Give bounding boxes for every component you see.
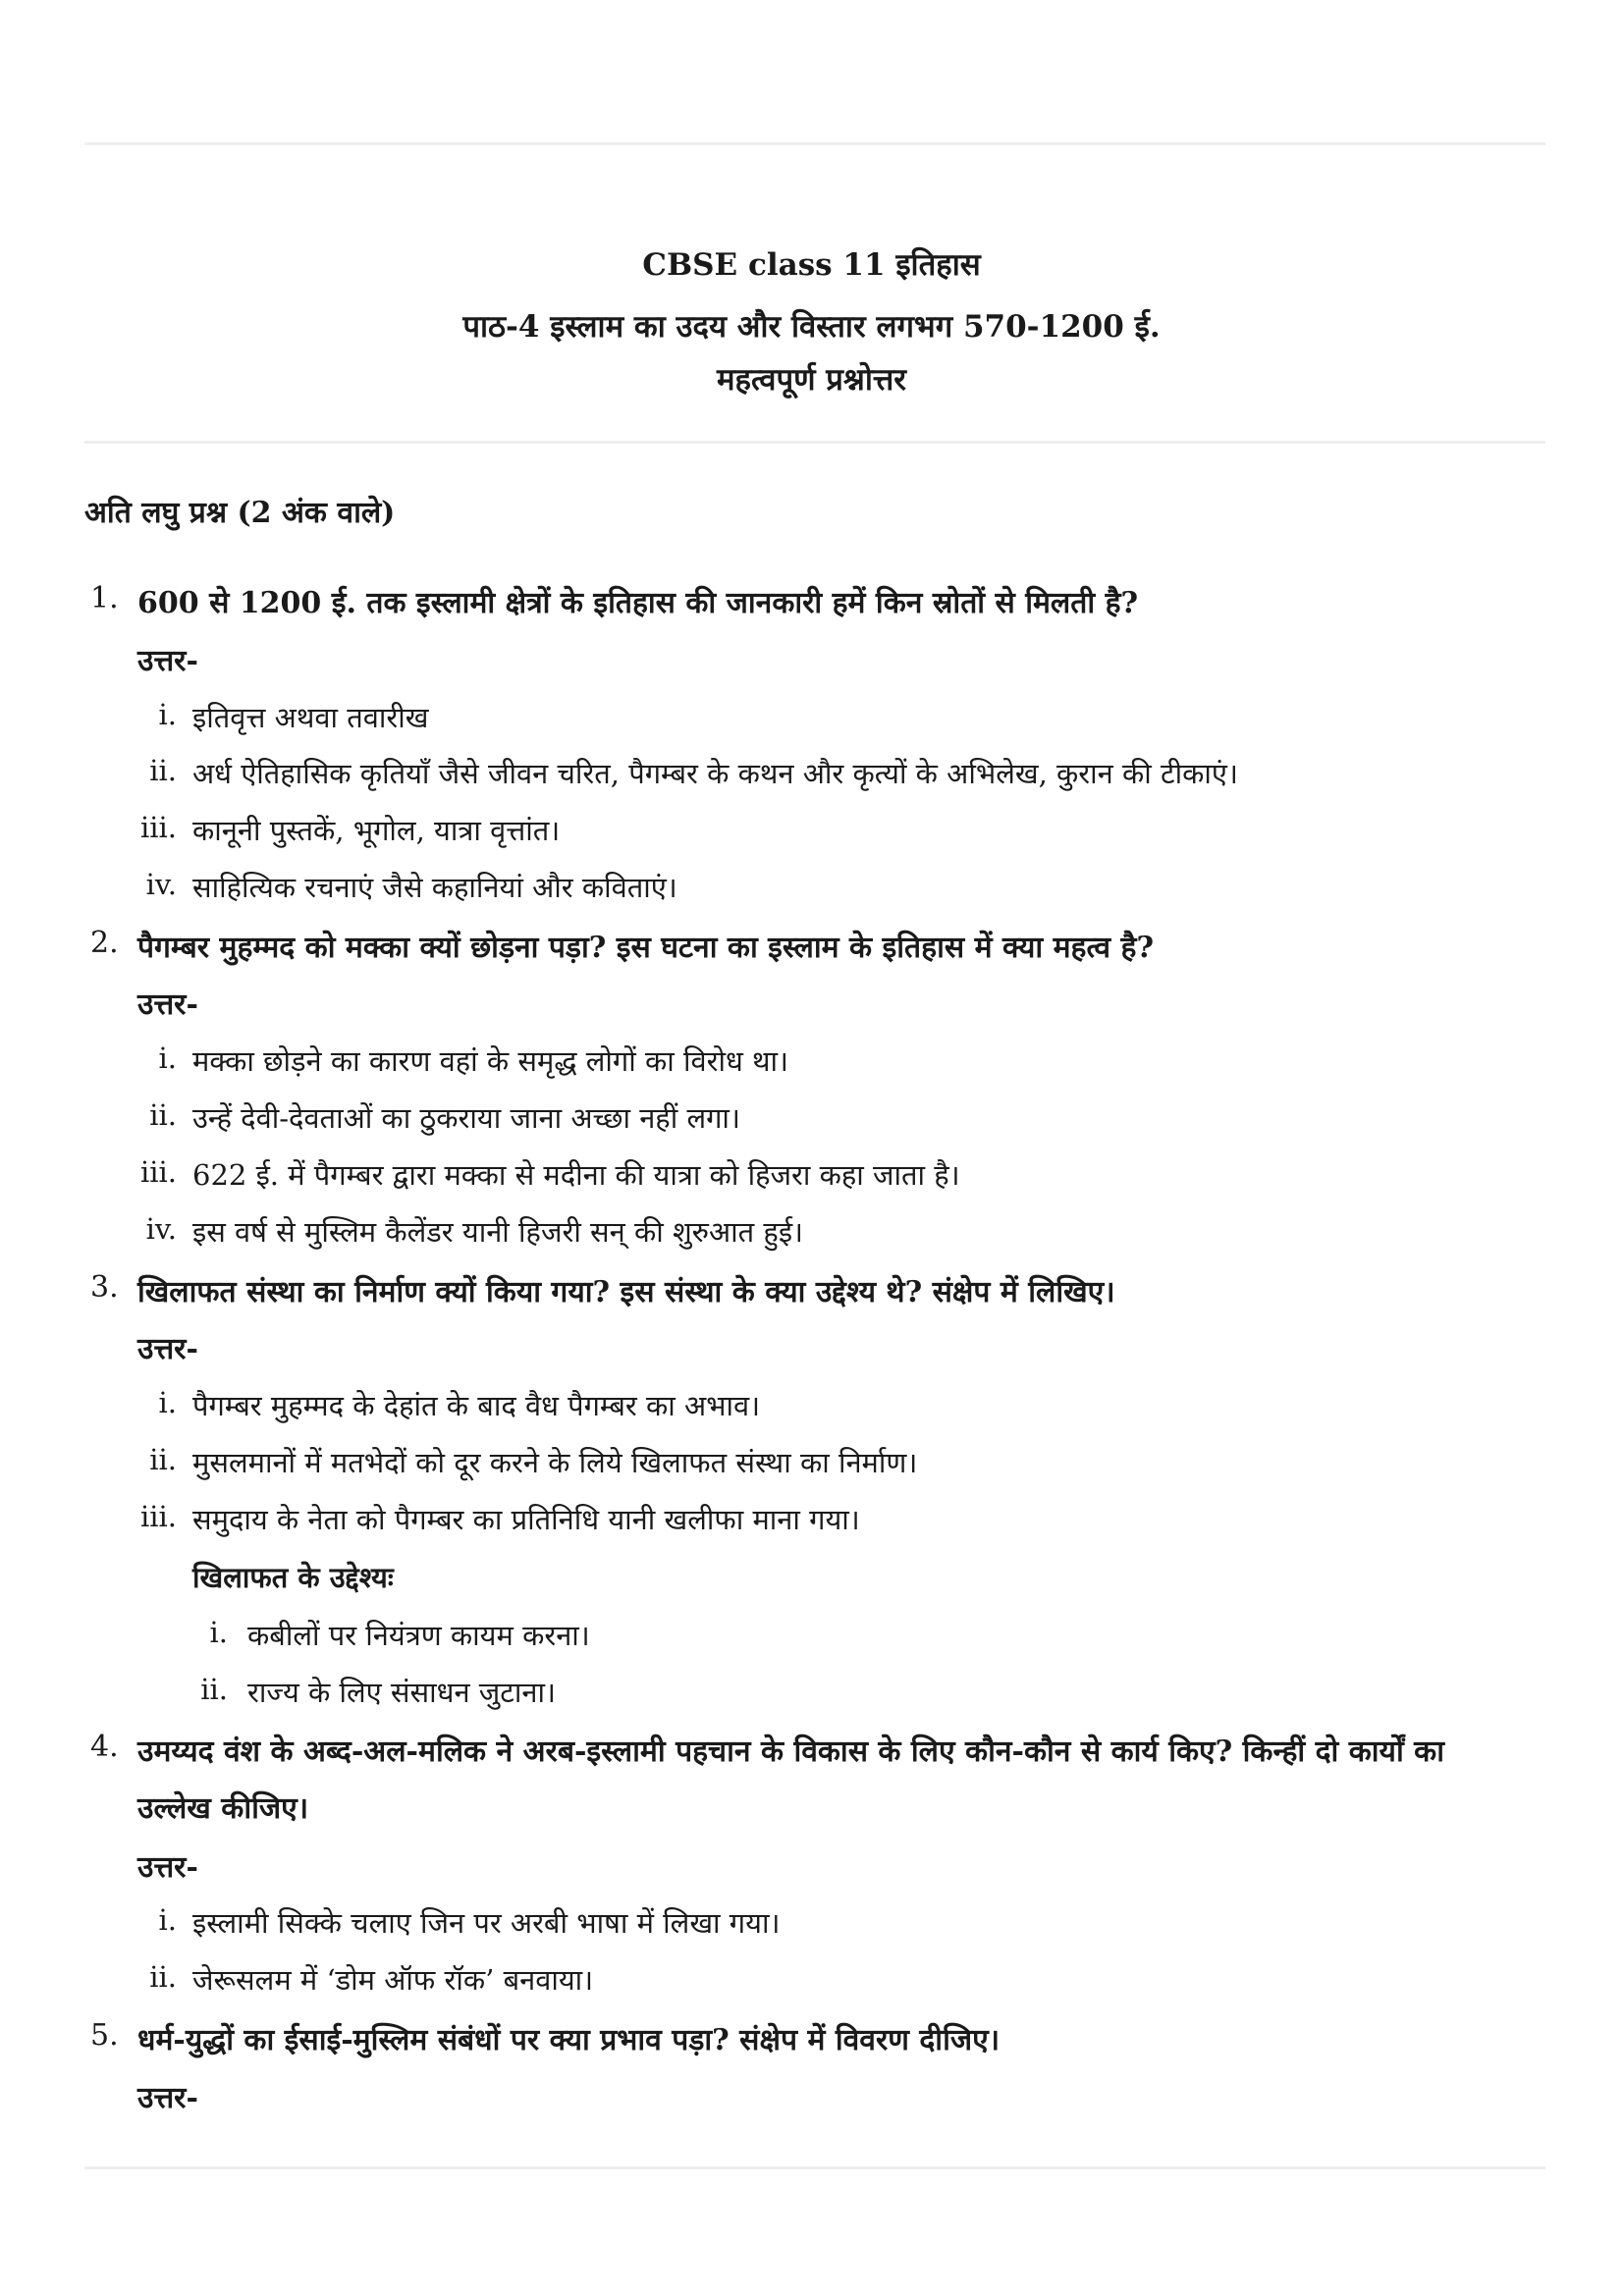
answer-item: उन्हें देवी-देवताओं का ठुकराया जाना अच्छा नहीं लगा। bbox=[192, 1101, 740, 1135]
subanswer-item: राज्य के लिए संसाधन जुटाना। bbox=[247, 1676, 557, 1709]
answer-item: मक्का छोड़ने का कारण वहां के समृद्ध लोगों का विरोध था। bbox=[192, 1044, 789, 1078]
answer-number: ii. bbox=[149, 1098, 177, 1132]
answer-label: उत्तर- bbox=[137, 644, 198, 678]
question-text: खिलाफत संस्था का निर्माण क्यों किया गया? इस संस्था के क्या उद्देश्य थे? संक्षेप में लिखिए। bbox=[137, 1275, 1115, 1309]
question-number: 2. bbox=[90, 926, 119, 960]
answer-label: उत्तर- bbox=[137, 988, 198, 1022]
header-divider bbox=[84, 441, 1545, 444]
answer-item: समुदाय के नेता को पैगम्बर का प्रतिनिधि यानी खलीफा माना गया। bbox=[192, 1503, 860, 1536]
question-text: उमय्यद वंश के अब्द-अल-मलिक ने अरब-इस्लामी पहचान के विकास के लिए कौन-कौन से कार्य किए? किन्हीं दो कार्यों का bbox=[137, 1735, 1444, 1769]
answer-label: उत्तर- bbox=[137, 2081, 198, 2115]
answer-number: iv. bbox=[145, 1212, 177, 1246]
answer-item: साहित्यिक रचनाएं जैसे कहानियां और कविताएं। bbox=[192, 871, 677, 904]
section-heading: अति लघु प्रश्न (2 अंक वाले) bbox=[84, 496, 396, 530]
subheading: खिलाफत के उद्देश्यः bbox=[192, 1561, 394, 1594]
answer-item: 622 ई. में पैगम्बर द्वारा मक्का से मदीना की यात्रा को हिजरा कहा जाता है। bbox=[192, 1158, 960, 1192]
answer-number: ii. bbox=[149, 754, 177, 787]
answer-number: iii. bbox=[139, 1500, 177, 1533]
question-text: 600 से 1200 ई. तक इस्लामी क्षेत्रों के इतिहास की जानकारी हमें किन स्रोतों से मिलती है? bbox=[137, 586, 1139, 620]
question-number: 5. bbox=[90, 2018, 119, 2053]
subanswer-number: i. bbox=[209, 1616, 228, 1649]
answer-item: इतिवृत्त अथवा तवारीख bbox=[192, 701, 429, 734]
answer-number: iv. bbox=[145, 868, 177, 901]
answer-number: i. bbox=[158, 1903, 177, 1937]
answer-number: ii. bbox=[149, 1443, 177, 1476]
answer-number: ii. bbox=[149, 1960, 177, 1994]
answer-number: i. bbox=[158, 1041, 177, 1075]
answer-label: उत्तर- bbox=[137, 1850, 198, 1885]
answer-item: इस्लामी सिक्के चलाए जिन पर अरबी भाषा में लिखा गया। bbox=[192, 1906, 781, 1940]
answer-item: कानूनी पुस्तकें, भूगोल, यात्रा वृत्तांत। bbox=[192, 814, 561, 847]
chapter-title: पाठ-4 इस्लाम का उदय और विस्तार लगभग 570-1200 ई. bbox=[462, 309, 1161, 345]
page-title: CBSE class 11 इतिहास bbox=[642, 247, 981, 283]
bottom-divider bbox=[84, 2166, 1545, 2169]
answer-number: i. bbox=[158, 698, 177, 731]
page-subtitle: महत्वपूर्ण प्रश्नोत्तर bbox=[717, 362, 906, 398]
subanswer-item: कबीलों पर नियंत्रण कायम करना। bbox=[247, 1619, 590, 1652]
question-text: धर्म-युद्धों का ईसाई-मुस्लिम संबंधों पर क्या प्रभाव पड़ा? संक्षेप में विवरण दीजिए। bbox=[137, 2023, 1001, 2057]
question-text-continued: उल्लेख कीजिए। bbox=[137, 1791, 309, 1826]
question-number: 3. bbox=[90, 1270, 119, 1305]
answer-number: iii. bbox=[139, 811, 177, 844]
answer-item: इस वर्ष से मुस्लिम कैलेंडर यानी हिजरी सन् की शुरुआत हुई। bbox=[192, 1215, 804, 1249]
subanswer-number: ii. bbox=[200, 1673, 228, 1706]
answer-number: iii. bbox=[139, 1155, 177, 1189]
answer-number: i. bbox=[158, 1386, 177, 1419]
question-text: पैगम्बर मुहम्मद को मक्का क्यों छोड़ना पड़ा? इस घटना का इस्लाम के इतिहास में क्या महत्व है? bbox=[137, 931, 1155, 965]
answer-label: उत्तर- bbox=[137, 1332, 198, 1366]
answer-item: जेरूसलम में ‘डोम ऑफ रॉक’ बनवाया। bbox=[192, 1963, 594, 1997]
answer-item: अर्ध ऐतिहासिक कृतियाँ जैसे जीवन चरित, पैगम्बर के कथन और कृत्यों के अभिलेख, कुरान की टीकाएं। bbox=[192, 757, 1238, 790]
question-number: 4. bbox=[90, 1730, 119, 1764]
top-divider bbox=[84, 142, 1545, 145]
answer-item: मुसलमानों में मतभेदों को दूर करने के लिये खिलाफत संस्था का निर्माण। bbox=[192, 1446, 918, 1479]
answer-item: पैगम्बर मुहम्मद के देहांत के बाद वैध पैगम्बर का अभाव। bbox=[192, 1389, 761, 1422]
question-number: 1. bbox=[90, 581, 119, 615]
